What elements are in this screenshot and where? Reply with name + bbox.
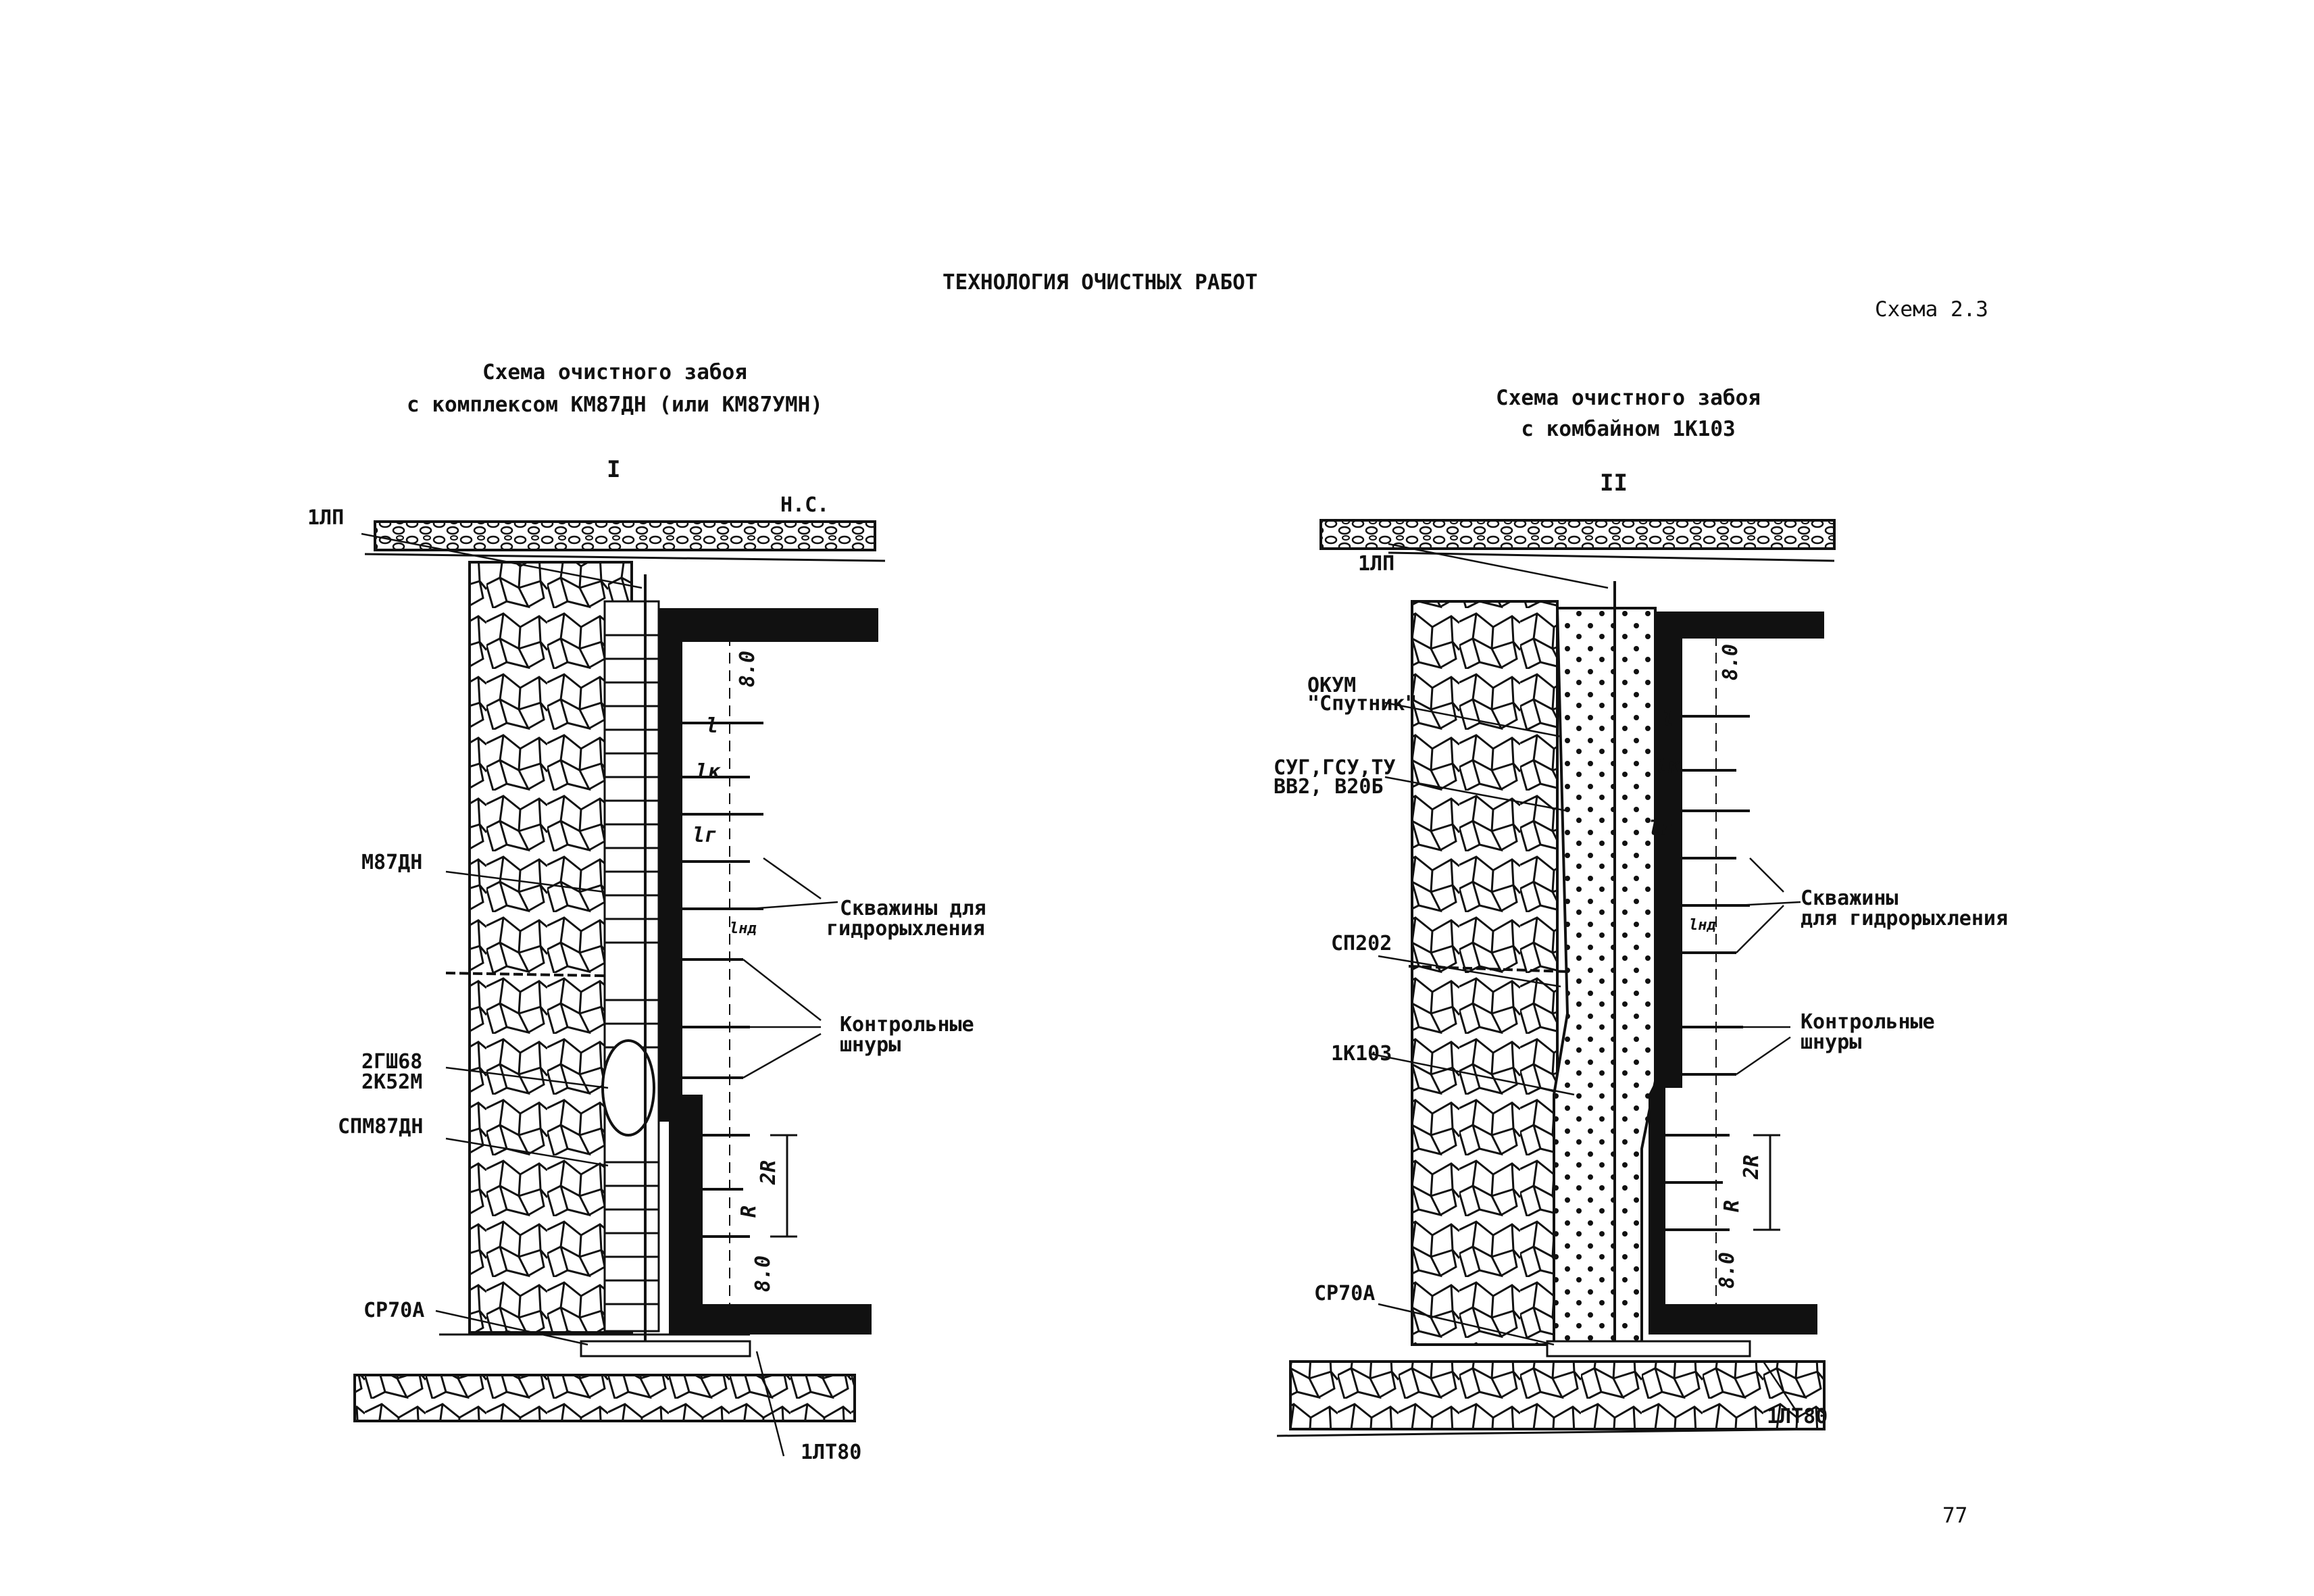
left-dim-lk: lк (696, 760, 721, 784)
right-dim-2r: 2R (1740, 1154, 1764, 1180)
right-support-okum (1554, 608, 1655, 1345)
left-label-2k52m: 2К52М (361, 1070, 423, 1094)
right-label-sp202: СП202 (1331, 932, 1392, 955)
left-dim-lnd: lнд (730, 920, 757, 937)
left-roof-strata (375, 522, 875, 550)
left-roman-numeral: I (607, 456, 621, 483)
left-dim-80-bottom: 8.0 (751, 1255, 776, 1293)
right-dimensions (1753, 1135, 1780, 1230)
left-label-control: Контрольные (840, 1013, 974, 1037)
right-label-1lt80: 1ЛТ80 (1767, 1405, 1828, 1428)
page-number: 77 (1942, 1503, 1968, 1528)
left-support-column (605, 601, 659, 1331)
left-caption-line1: Схема очистного забоя (482, 360, 747, 384)
right-dim-80-top: 8.0 (1719, 643, 1743, 681)
right-label-wells-2: для гидрорыхления (1801, 907, 2009, 930)
left-dim-80-top: 8.0 (736, 650, 760, 688)
right-conveyor-sr70a (1547, 1341, 1750, 1356)
left-conveyor-sr70a (581, 1341, 750, 1356)
left-caption-line2: с комплексом КМ87ДН (или КМ87УМН) (407, 393, 823, 417)
page-title: ТЕХНОЛОГИЯ ОЧИСТНЫХ РАБОТ (942, 270, 1258, 295)
right-caption-line1: Схема очистного забоя (1496, 386, 1761, 410)
right-coal-face (1649, 612, 1824, 1335)
left-dim-lg: lг (693, 824, 718, 847)
right-roman-numeral: II (1600, 470, 1628, 497)
right-dim-lg: lг (1649, 817, 1674, 841)
left-label-2gsh68: 2ГШ68 (361, 1050, 423, 1074)
left-label-wells: Скважины для (840, 897, 986, 920)
left-label-sr70a: СР70А (363, 1299, 425, 1322)
left-label-1lp: 1ЛП (307, 506, 345, 530)
left-label-control-2: шнуры (840, 1033, 901, 1057)
left-floor-rock (355, 1375, 855, 1421)
left-label-ns: Н.С. (780, 493, 830, 517)
right-dim-lnd: lнд (1689, 917, 1716, 934)
right-label-okum: ОКУМ (1307, 674, 1357, 697)
left-coal-face (659, 608, 878, 1335)
right-label-1lp: 1ЛП (1358, 552, 1395, 576)
right-label-sug: СУГ,ГСУ,ТУ (1274, 756, 1396, 780)
left-label-spm87dn: СПМ87ДН (338, 1115, 424, 1139)
left-diagram (355, 522, 885, 1456)
right-caption-line2: с комбайном 1К103 (1521, 417, 1736, 441)
left-dim-2r: 2R (757, 1159, 781, 1185)
left-dim-l: l (706, 714, 719, 738)
right-dim-r: R (1720, 1199, 1744, 1213)
right-label-control: Контрольные (1801, 1010, 1935, 1034)
right-roof-strata (1321, 520, 1834, 549)
right-floor-rock (1290, 1362, 1824, 1429)
right-label-sputnik: "Спутник" (1307, 692, 1417, 716)
left-dim-r: R (737, 1205, 761, 1218)
right-label-vv2: ВВ2, В20Б (1274, 775, 1384, 799)
right-dim-80-bottom: 8.0 (1715, 1251, 1740, 1289)
right-dim-l: l (1662, 707, 1675, 731)
left-dimensions (770, 1135, 797, 1237)
left-label-wells-2: гидрорыхления (826, 917, 985, 941)
left-label-m87dn: М87ДН (361, 851, 423, 874)
right-label-sr70a: СР70А (1314, 1282, 1376, 1305)
right-label-control-2: шнуры (1801, 1030, 1862, 1054)
right-dim-lk: lк (1655, 755, 1680, 778)
left-label-1lt80: 1ЛТ80 (801, 1441, 862, 1464)
scheme-number: Схема 2.3 (1875, 297, 1988, 322)
right-label-wells: Скважины (1801, 887, 1898, 910)
right-label-1k103: 1К103 (1331, 1042, 1392, 1066)
